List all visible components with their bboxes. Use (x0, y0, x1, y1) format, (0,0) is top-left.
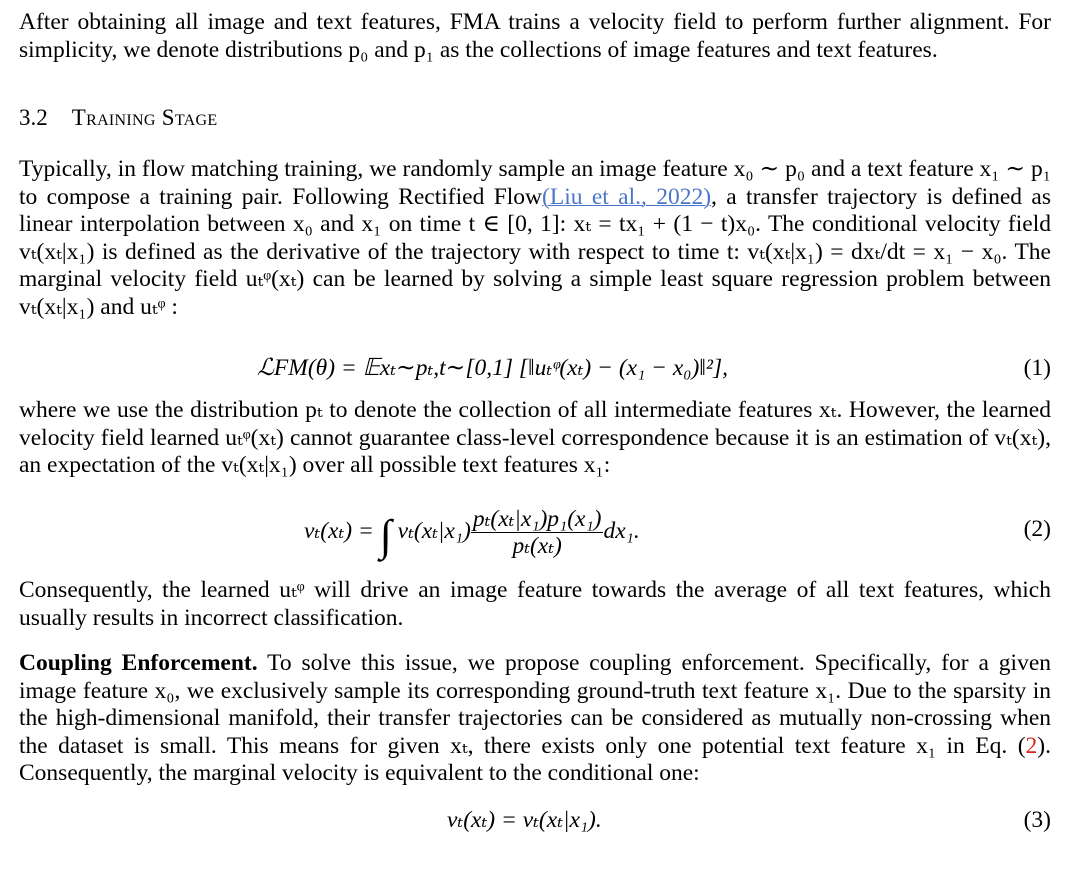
para4-text-a: To solve this issue, we propose coupling enforcement. Specifically, for a given image feature x₀, we exclusively sample its corresponding ground-truth text feature x₁. Due to the sparsity in the high-dimensional manifold, their transfer trajectories can be considered as mutually non-crossing when the dataset is small. This means for given xₜ, there exists only one potential text feature x₁ in Eq. ( (19, 650, 1052, 759)
equation-3-body: vₜ(xₜ) = vₜ(xₜ|x₁). (447, 807, 602, 833)
eq2-factor: vₜ(xₜ|x₁) (397, 517, 471, 544)
paragraph-coupling-enforcement (19, 650, 1051, 788)
equation-3 (19, 807, 1051, 847)
para1-text-b: , a transfer trajectory is defined as linear interpolation between x₀ and x₁ on time t ∈ [0, 1]: xₜ = tx₁ + (1 − t)x₀. The conditional velocity field vₜ(xₜ|x₁) is defined as the derivative of the trajectory with respect to time t: vₜ(xₜ|x₁) = dxₜ/dt = x₁ − x₀. The marginal velocity field uₜᵠ(xₜ) can be learned by solving a simple least square regression problem between vₜ(xₜ|x₁) and uₜᵠ : (19, 183, 1051, 320)
intro-line-2: For simplicity, we denote distributions p₀ and p₁ as the collections of image features and text features. (19, 9, 1052, 63)
equation-reference-link[interactable]: 2 (1025, 732, 1038, 759)
para3-text: Consequently, the learned uₜᵠ will drive an image feature towards the average of all text features, which usually results in incorrect classification. (19, 577, 1051, 631)
integral-symbol: ∫ (379, 510, 392, 560)
equation-2-number: (2) (1023, 516, 1051, 542)
para4-text-b: ). Consequently, the marginal velocity is equivalent to the conditional one: (19, 732, 1051, 786)
section-number: 3.2 (19, 105, 48, 130)
section-title: Training Stage (71, 105, 218, 130)
equation-1-number: (1) (1023, 355, 1051, 381)
eq2-lhs: vₜ(xₜ) = (304, 517, 374, 544)
equation-1-body: ℒFM(θ) = 𝔼xₜ∼pₜ,t∼[0,1] [‖uₜᵠ(xₜ) − (x₁ − x₀)‖²], (257, 355, 728, 381)
eq2-numerator: pₜ(xₜ|x₁)p₁(x₁) (472, 506, 602, 532)
citation-link[interactable]: (Liu et al., 2022) (542, 183, 712, 210)
coupling-enforcement-title: Coupling Enforcement. (19, 650, 258, 676)
eq2-tail: dx₁. (603, 517, 640, 544)
equation-3-number: (3) (1023, 807, 1051, 833)
equation-2-body (304, 506, 640, 559)
equation-2 (19, 502, 1051, 564)
intro-paragraph (19, 9, 1051, 64)
eq2-denominator: pₜ(xₜ) (512, 533, 562, 559)
section-heading (19, 104, 1051, 132)
para2-text: where we use the distribution pₜ to denote the collection of all intermediate features xₜ. However, the learned velocity field learned uₜᵠ(xₜ) cannot guarantee class-level correspondence because it is an estimation of vₜ(xₜ), an expectation of the vₜ(xₜ|x₁) over all possible text features x₁: (19, 397, 1051, 478)
equation-1 (19, 355, 1051, 395)
paragraph-consequence (19, 577, 1051, 632)
para1-text-a: Typically, in flow matching training, we randomly sample an image feature x₀ ∼ p₀ and a text feature x₁ ∼ p₁ to compose a training pair. Following Rectified Flow (19, 156, 1051, 210)
paragraph-flow-matching (19, 156, 1051, 321)
eq2-fraction (471, 506, 604, 559)
paragraph-intermediate (19, 397, 1051, 480)
intro-line-1: After obtaining all image and text features, FMA trains a velocity field to perform further alignment. (19, 9, 1010, 35)
